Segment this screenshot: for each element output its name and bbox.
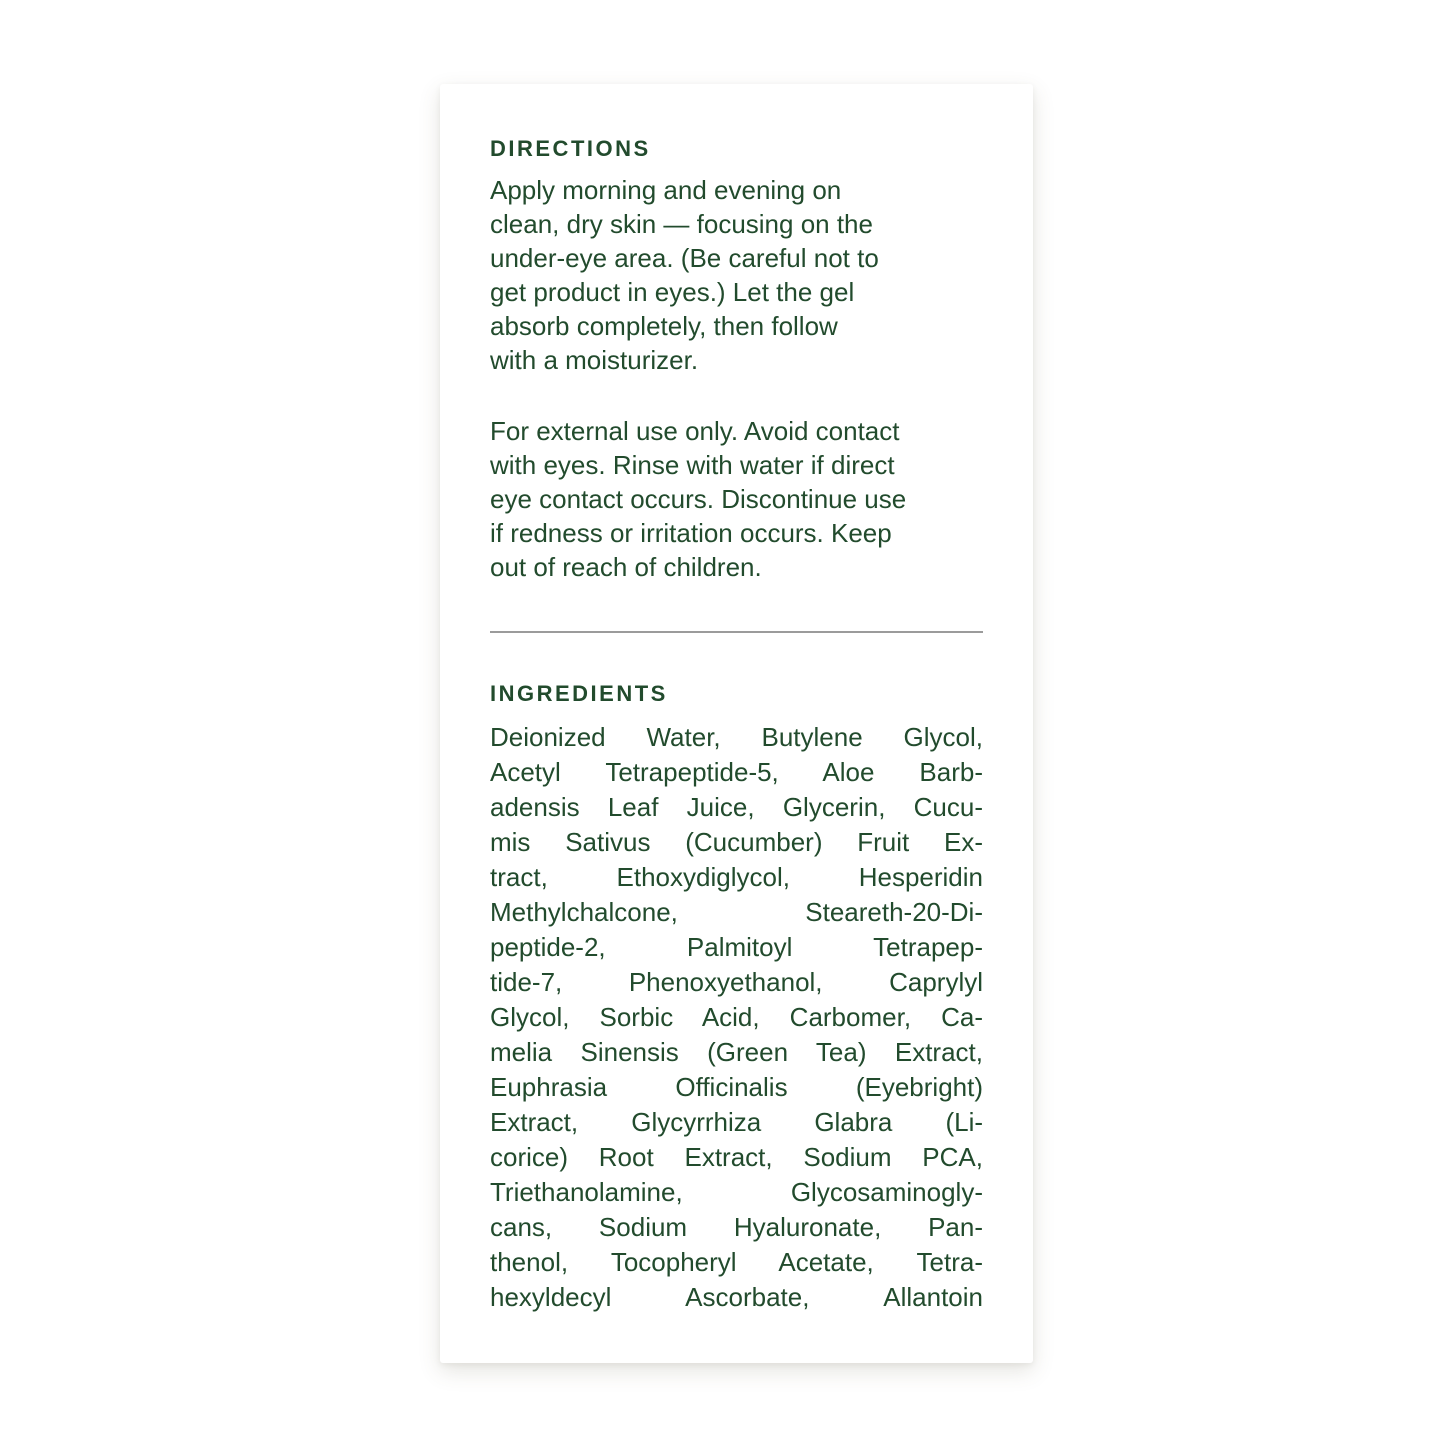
text-line: Acetyl Tetrapeptide-5, Aloe Barb- <box>490 757 983 787</box>
text-line: mis Sativus (Cucumber) Fruit Ex- <box>490 827 983 857</box>
text-line: thenol, Tocopheryl Acetate, Tetra- <box>490 1247 983 1277</box>
text-line: get product in eyes.) Let the gel <box>490 277 855 307</box>
directions-paragraph-2 <box>490 414 983 584</box>
ingredients-text <box>490 720 983 1315</box>
text-line: Euphrasia Officinalis (Eyebright) <box>490 1072 983 1102</box>
product-label-panel <box>440 84 1033 1363</box>
text-line: peptide-2, Palmitoyl Tetrapep- <box>490 932 983 962</box>
text-line: Deionized Water, Butylene Glycol, <box>490 722 983 752</box>
text-line: clean, dry skin — focusing on the <box>490 209 873 239</box>
text-line: hexyldecyl Ascorbate, Allantoin <box>490 1282 983 1312</box>
text-line: eye contact occurs. Discontinue use <box>490 484 907 514</box>
text-line: under-eye area. (Be careful not to <box>490 243 879 273</box>
text-line: Extract, Glycyrrhiza Glabra (Li- <box>490 1107 983 1137</box>
text-line: corice) Root Extract, Sodium PCA, <box>490 1142 983 1172</box>
text-line: Triethanolamine, Glycosaminogly- <box>490 1177 983 1207</box>
text-line: cans, Sodium Hyaluronate, Pan- <box>490 1212 983 1242</box>
text-line: if redness or irritation occurs. Keep <box>490 518 892 548</box>
text-line: adensis Leaf Juice, Glycerin, Cucu- <box>490 792 983 822</box>
text-line: Glycol, Sorbic Acid, Carbomer, Ca- <box>490 1002 983 1032</box>
ingredients-heading: INGREDIENTS <box>490 681 668 706</box>
text-line: melia Sinensis (Green Tea) Extract, <box>490 1037 983 1067</box>
text-line: out of reach of children. <box>490 552 762 582</box>
section-divider <box>490 631 983 633</box>
text-line: Methylchalcone, Steareth-20-Di- <box>490 897 983 927</box>
text-line: absorb completely, then follow <box>490 311 838 341</box>
text-line: Apply morning and evening on <box>490 175 842 205</box>
text-line: with a moisturizer. <box>490 345 699 375</box>
text-line: with eyes. Rinse with water if direct <box>490 450 895 480</box>
text-line: tide-7, Phenoxyethanol, Caprylyl <box>490 967 983 997</box>
text-line: For external use only. Avoid contact <box>490 416 900 446</box>
directions-paragraph-1 <box>490 173 983 377</box>
directions-heading: DIRECTIONS <box>490 136 651 161</box>
text-line: tract, Ethoxydiglycol, Hesperidin <box>490 862 983 892</box>
